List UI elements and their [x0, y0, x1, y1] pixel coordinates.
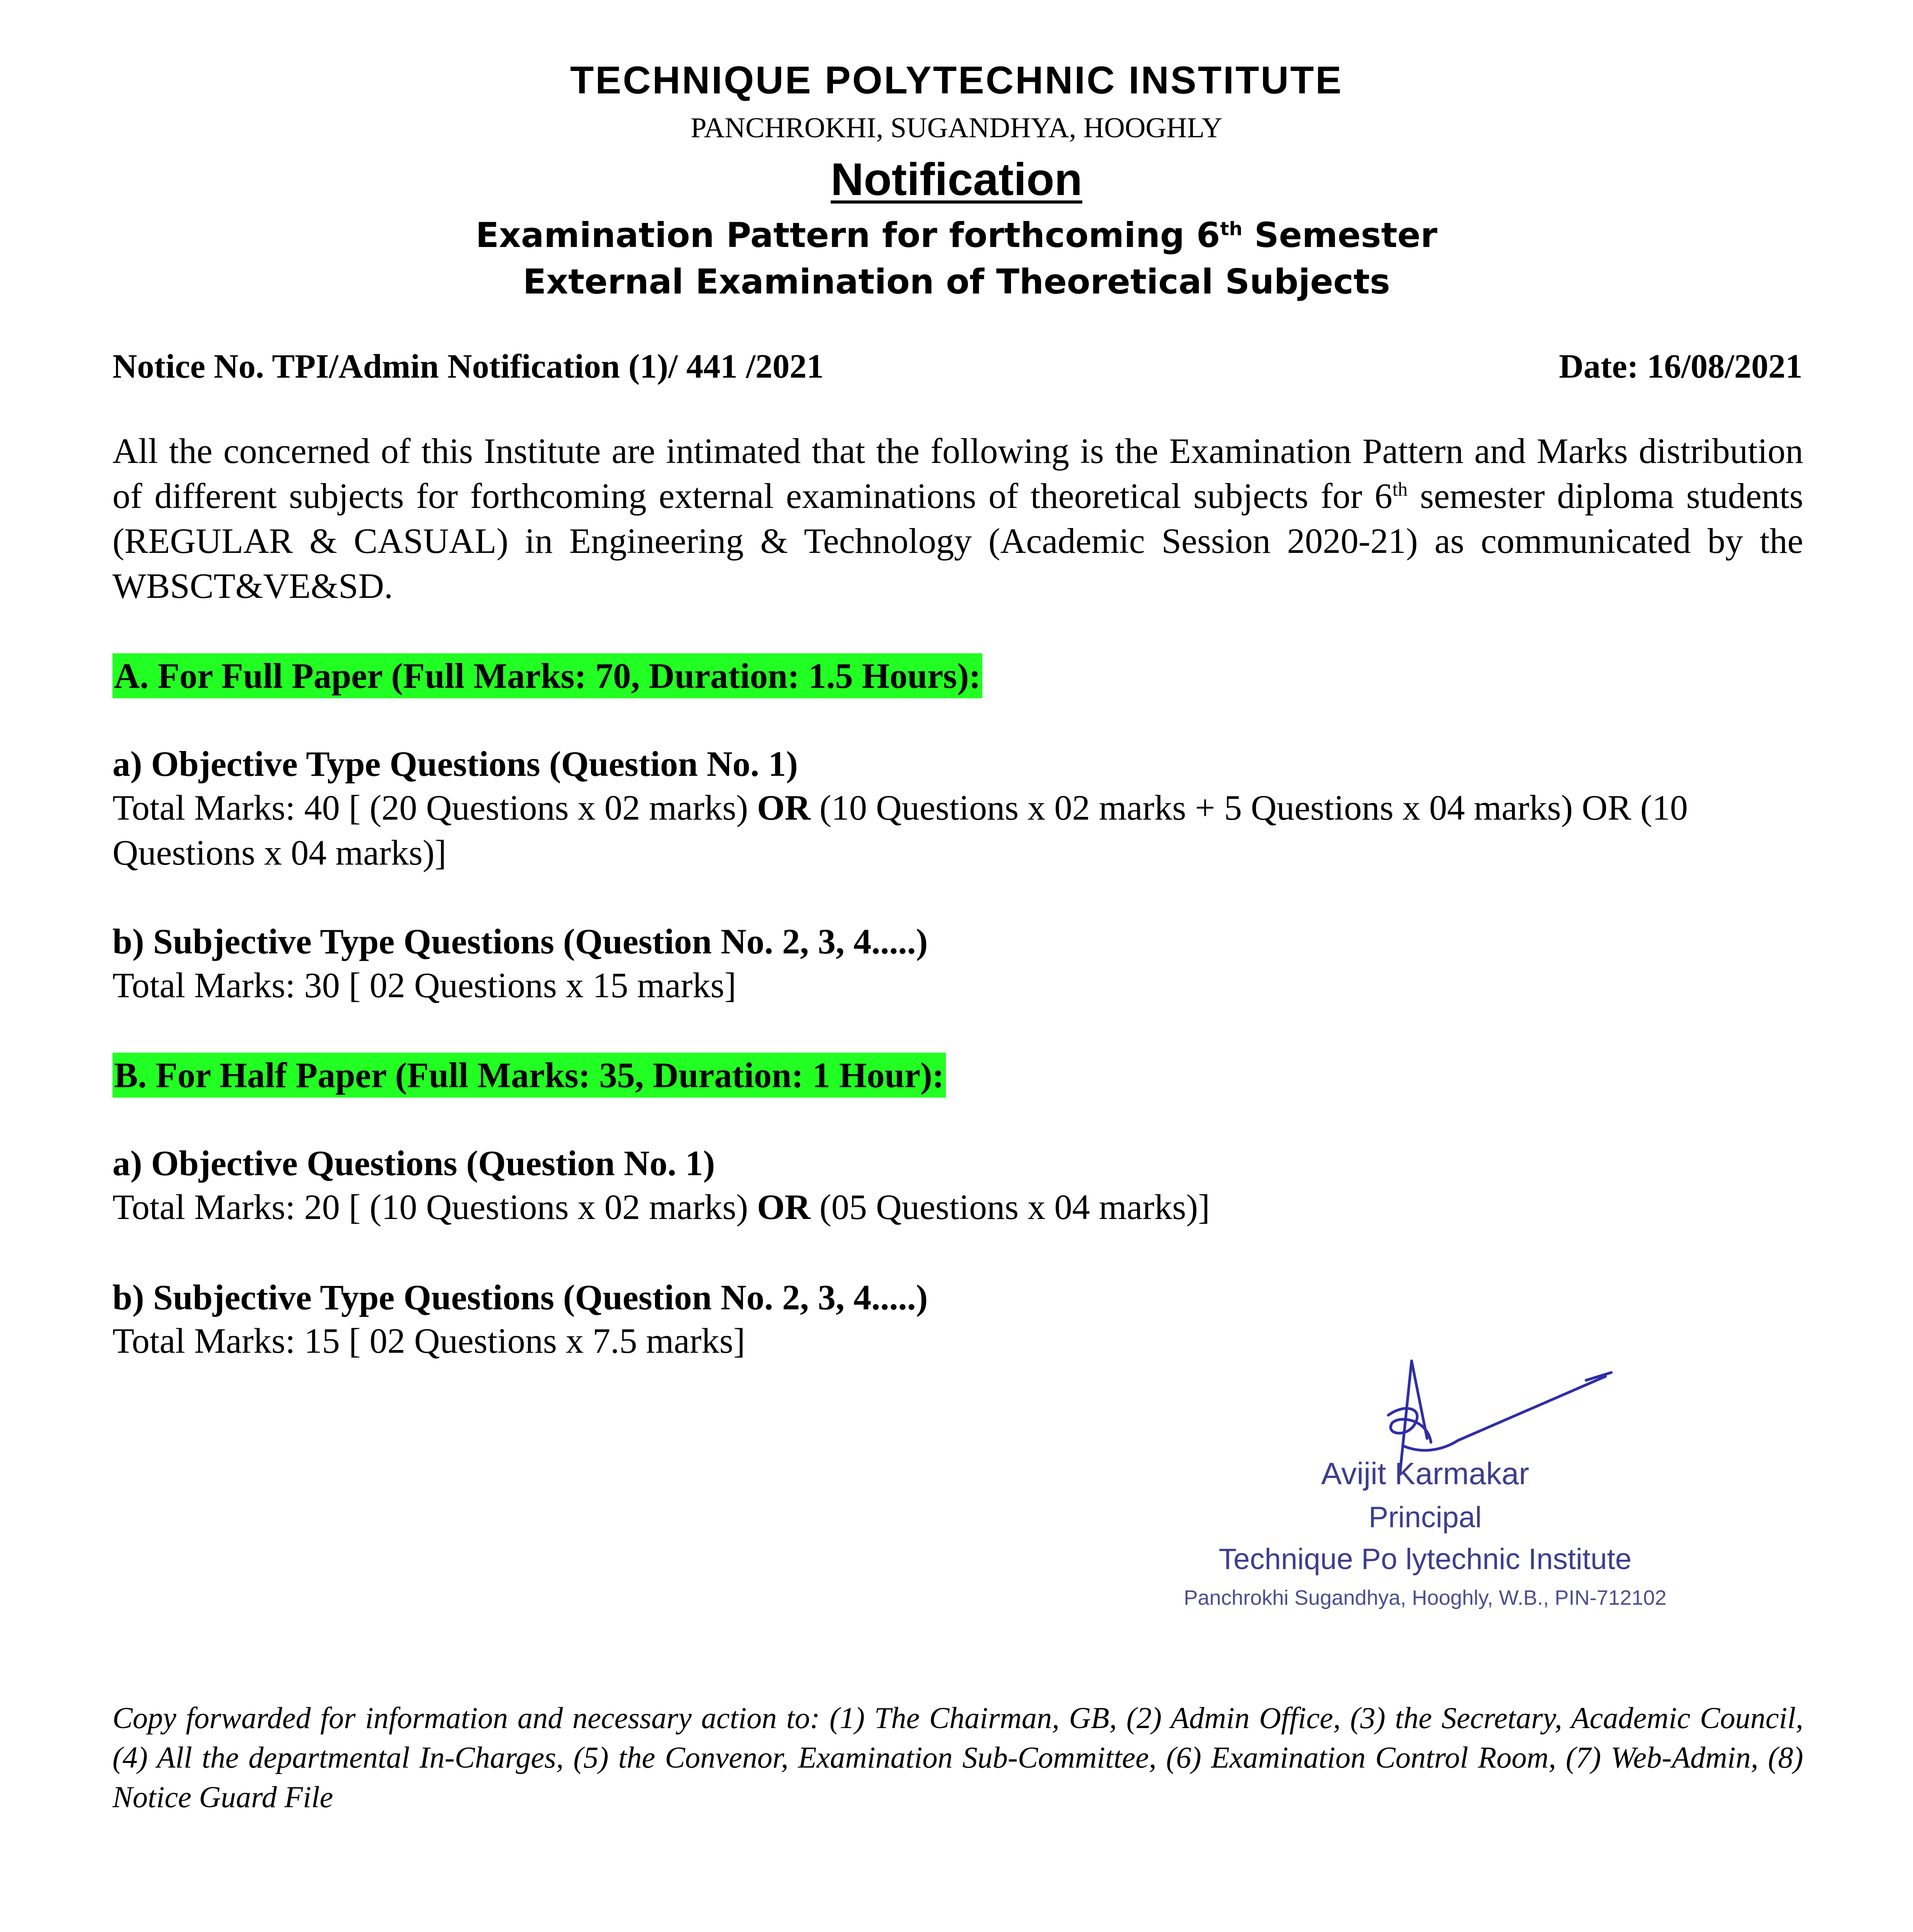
institute-address: PANCHROKHI, SUGANDHYA, HOOGHLY	[690, 112, 1223, 144]
section-b-heading: B. For Half Paper (Full Marks: 35, Duration: 1 Hour):	[112, 1053, 946, 1098]
intro-text-pre: All the concerned of this Institute are intimated that the following is the Examination Pattern and Marks distribution of different subjects for forthcoming external examinations of theoretical subjects for 6	[112, 431, 1803, 516]
intro-paragraph	[112, 428, 1803, 608]
section-a-objective-marks-part2: (10 Questions x 02 marks + 5 Questions x 04 marks) OR (10 Questions x 04 marks)]	[112, 788, 1688, 872]
section-b-subjective-marks: Total Marks: 15 [ 02 Questions x 7.5 marks]	[112, 1321, 745, 1361]
subtitle-line-1-post: Semester	[1242, 215, 1438, 255]
notice-number: Notice No. TPI/Admin Notification (1)/ 441 /2021	[112, 348, 824, 385]
subtitle-line-1-pre: Examination Pattern for forthcoming 6	[475, 215, 1220, 255]
section-b-or-label: OR	[757, 1187, 811, 1227]
subtitle-line-1-sup: th	[1220, 218, 1242, 240]
institute-name: TECHNIQUE POLYTECHNIC INSTITUTE	[570, 59, 1343, 102]
section-a-objective-heading: a) Objective Type Questions (Question No. 1)	[112, 744, 798, 784]
section-a-heading: A. For Full Paper (Full Marks: 70, Duration: 1.5 Hours):	[112, 653, 982, 698]
notice-date: Date: 16/08/2021	[1559, 348, 1802, 385]
notification-title: Notification	[831, 154, 1082, 205]
section-a-objective-marks	[112, 785, 1803, 875]
intro-text-sup: th	[1392, 478, 1408, 500]
section-b-objective-marks-part1: Total Marks: 20 [ (10 Questions x 02 marks)	[112, 1187, 757, 1227]
intro-text-post: semester diploma students (REGULAR & CASUAL) in Engineering & Technology (Academic Session 2020-21) as communicated by the WBSCT&VE&SD.	[112, 476, 1803, 606]
copy-forwarded-note: Copy forwarded for information and necessary action to: (1) The Chairman, GB, (2) Admin Office, (3) the Secretary, Academic Council, (4) All the departmental In-Charges, (5) the Convenor, Examination Sub-Committee, (6) Examination Control Room, (7) Web-Admin, (8) Notice Guard File	[112, 1701, 1803, 1814]
signatory-name: Avijit Karmakar	[1321, 1456, 1529, 1491]
section-b-objective-marks-part2: (05 Questions x 04 marks)]	[810, 1187, 1210, 1227]
section-a-objective-marks-part1: Total Marks: 40 [ (20 Questions x 02 marks)	[112, 788, 757, 827]
signatory-address: Panchrokhi Sugandhya, Hooghly, W.B., PIN-712102	[1184, 1586, 1667, 1609]
section-b-objective-heading: a) Objective Questions (Question No. 1)	[112, 1143, 715, 1183]
signatory-title: Principal	[1369, 1501, 1482, 1534]
signatory-institute: Technique Po lytechnic Institute	[1218, 1543, 1632, 1576]
section-b-subjective-heading: b) Subjective Type Questions (Question No. 2, 3, 4.....)	[112, 1278, 928, 1317]
subtitle-line-2: External Examination of Theoretical Subjects	[523, 262, 1390, 302]
section-b-objective-marks	[112, 1184, 1803, 1229]
section-a-subjective-heading: b) Subjective Type Questions (Question No. 2, 3, 4.....)	[112, 922, 928, 961]
subtitle-line-1	[0, 215, 1913, 255]
section-a-or-label: OR	[757, 788, 811, 827]
section-a-subjective-marks: Total Marks: 30 [ 02 Questions x 15 marks]	[112, 965, 736, 1005]
